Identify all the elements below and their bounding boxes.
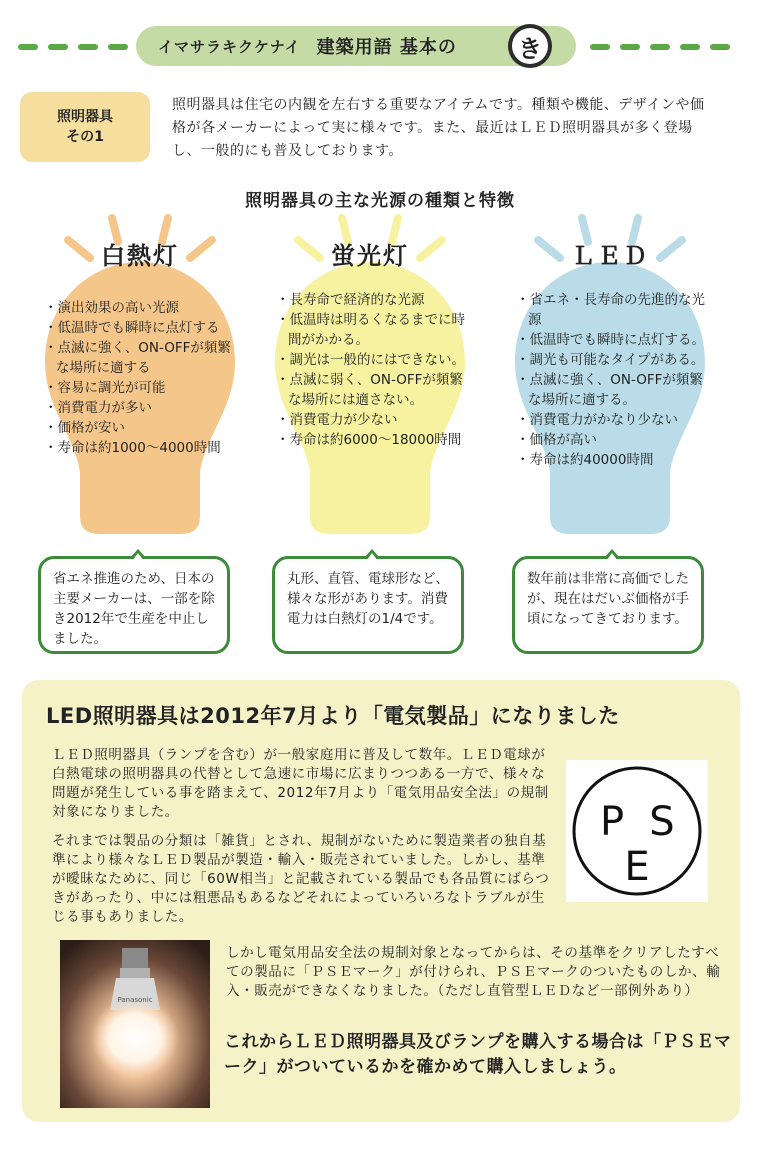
feature-item: ・ 寿命は約6000～18000時間	[276, 430, 466, 450]
feature-item: ・ 消費電力が多い	[44, 398, 234, 418]
feature-item: ・ 低温時でも瞬時に点灯する。	[516, 330, 706, 350]
header-series: イマサラキクケナイ	[158, 37, 301, 56]
led-paragraph-1: ＬＥＤ照明器具（ランプを含む）が一般家庭用に普及して数年。ＬＥＤ電球が白熱電球の照明器具の代替として急速に市場に広まりつつある一方で、様々な問題が発生している事を踏まえて、2012年7月より「電気用品安全法」の規制対象になりました。	[52, 747, 549, 820]
fluorescent-features	[276, 290, 466, 450]
feature-item: ・ 価格が安い	[44, 418, 234, 438]
photo-brand-label: Panasonic	[117, 996, 153, 1004]
led-features	[516, 290, 706, 470]
feature-item: ・ 低温時は明るくなるまでに時間がかかる。	[276, 310, 466, 350]
section-title: 照明器具の主な光源の種類と特徴	[245, 191, 515, 211]
header-dash-right	[590, 44, 730, 50]
topic-label-line1: 照明器具	[57, 109, 113, 125]
pse-mark-icon	[566, 760, 708, 902]
led-paragraph-3: しかし電気用品安全法の規制対象となってからは、その基準をクリアしたすべての製品に「ＰＳＥマーク」が付けられ、ＰＳＥマークのついたものしか、輸入・販売ができなくなりました。（ただし直管型ＬＥＤなど一部例外あり）	[226, 945, 721, 999]
feature-item: ・ 点滅に弱く、ON-OFFが頻繁な場所には適さない。	[276, 370, 466, 410]
feature-item: ・ 価格が高い	[516, 430, 706, 450]
topic-label	[20, 92, 150, 162]
incandescent-title: 白熱灯	[101, 242, 179, 270]
feature-item: ・ 消費電力が少ない	[276, 410, 466, 430]
header-title: 建築用語 基本の	[316, 37, 457, 58]
feature-item: ・ 点滅に強く、ON-OFFが頻繁な場所に適する。	[516, 370, 706, 410]
incandescent-note: 省エネ推進のため、日本の主要メーカーは、一部を除き2012年で生産を中止しました。	[38, 556, 230, 654]
feature-item: ・ 寿命は約40000時間	[516, 450, 706, 470]
led-note: 数年前は非常に高価でしたが、現在はだいぶ価格が手頃になってきております。	[512, 556, 704, 654]
feature-item: ・ 寿命は約1000～4000時間	[44, 438, 234, 458]
led-paragraph-2: それまでは製品の分類は「雑貨」とされ、規制がないために製造業者の独自基準により様々なＬＥＤ製品が製造・輸入・販売されていました。しかし、基準が曖昧なために、同じ「60W相当」と記載されている製品でも各品質にばらつきがあったり、中には粗悪品もあるなどそれによっていろいろなトラブルが生じる事もありました。	[52, 833, 550, 925]
incandescent-features	[44, 298, 234, 458]
feature-item: ・ 調光も可能なタイプがある。	[516, 350, 706, 370]
led-title: ＬＥＤ	[571, 242, 649, 270]
feature-item: ・ 容易に調光が可能	[44, 378, 234, 398]
feature-item: ・ 点滅に強く、ON-OFFが頻繁な場所に適する	[44, 338, 234, 378]
pse-mark-box	[566, 760, 708, 902]
fluorescent-note: 丸形、直管、電球形など、様々な形があります。消費電力は白熱灯の1/4です。	[272, 556, 464, 654]
feature-item: ・ 消費電力がかなり少ない	[516, 410, 706, 430]
led-bulb-photo	[60, 940, 210, 1108]
led-section-title: LED照明器具は2012年7月より「電気製品」になりました	[46, 704, 620, 728]
feature-item: ・ 省エネ・長寿命の先進的な光源	[516, 290, 706, 330]
feature-item: ・ 長寿命で経済的な光源	[276, 290, 466, 310]
feature-item: ・ 演出効果の高い光源	[44, 298, 234, 318]
feature-item: ・ 低温時でも瞬時に点灯する	[44, 318, 234, 338]
pse-letter-e: E	[624, 844, 650, 890]
header-badge	[508, 24, 552, 68]
led-conclusion: これからＬＥＤ照明器具及びランプを購入する場合は「ＰＳＥマーク」がついているかを確かめて購入しましょう。	[224, 1032, 732, 1077]
pse-letter-p: P	[599, 799, 625, 845]
intro-text: 照明器具は住宅の内観を左右する重要なアイテムです。種類や機能、デザインや価格が各メーカーによって実に様々です。また、最近はＬＥＤ照明器具が多く登場し、一般的にも普及しております。	[172, 97, 705, 159]
fluorescent-title: 蛍光灯	[331, 242, 409, 270]
pse-letter-s: S	[649, 799, 675, 845]
feature-item: ・ 調光は一般的にはできない。	[276, 350, 466, 370]
header-badge-text: き	[512, 28, 548, 64]
topic-label-line2: その1	[66, 129, 104, 145]
